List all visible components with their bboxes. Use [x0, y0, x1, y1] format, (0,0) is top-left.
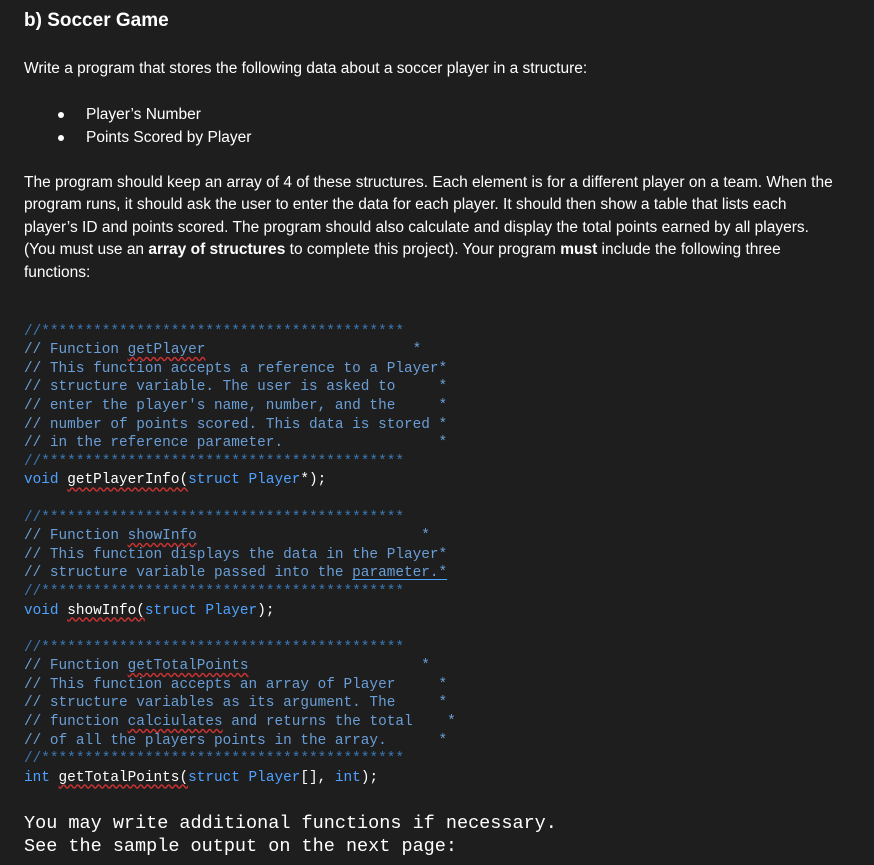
description-bold: must [560, 241, 598, 259]
comment-text: * [196, 528, 430, 545]
comment-text: and returns the total * [222, 713, 456, 730]
comment-line [24, 341, 464, 360]
footer-line: You may write additional functions if necessary. [24, 813, 557, 834]
comment-line: // of all the players points in the array. * [24, 732, 448, 749]
comment-text: getPlayer [127, 342, 206, 359]
comment-text: // Function [24, 528, 128, 545]
function-declaration [24, 602, 464, 621]
comment-line: // This function displays the data in the Player* [24, 546, 448, 563]
function-name: getTotalPoints( [58, 769, 189, 786]
comment-stars: //****************************************** [24, 509, 404, 526]
function-name: showInfo( [67, 602, 145, 619]
keyword: struct Player [188, 769, 301, 786]
comment-text: // structure variable passed into the [24, 565, 353, 582]
bullet-item [56, 126, 251, 149]
keyword: struct Player [188, 472, 301, 489]
comment-line: // This function accepts an array of Player * [24, 676, 448, 693]
punctuation: *); [300, 472, 327, 489]
keyword: void [24, 602, 68, 619]
comment-text: * [205, 342, 422, 359]
description-part: include the following three functions: [24, 241, 781, 281]
comment-text: * [248, 658, 430, 675]
section-heading: b) Soccer Game [24, 10, 169, 31]
comment-text: // Function [24, 342, 128, 359]
comment-line: // in the reference parameter. * [24, 435, 448, 452]
comment-line: // This function accepts a reference to a Player* [24, 360, 448, 377]
function-declaration [24, 471, 464, 490]
bullet-dot-icon [58, 112, 64, 118]
comment-line [24, 564, 464, 583]
comment-text: parameter.* [352, 565, 448, 582]
punctuation: ); [360, 769, 379, 786]
footer-line: See the sample output on the next page: [24, 836, 457, 857]
description-bold: array of structures [148, 241, 286, 259]
bullet-list [56, 103, 251, 149]
comment-stars: //****************************************** [24, 583, 404, 600]
keyword: void [24, 472, 68, 489]
comment-stars: //****************************************** [24, 323, 404, 340]
description-text [24, 172, 844, 284]
keyword: int [24, 769, 59, 786]
comment-line: // number of points scored. This data is stored * [24, 416, 448, 433]
description-part: to complete this project). Your program [285, 241, 561, 259]
comment-line: // structure variable. The user is asked to * [24, 379, 448, 396]
comment-line: // enter the player's name, number, and the * [24, 397, 448, 414]
comment-line [24, 527, 464, 546]
punctuation: [], [300, 769, 335, 786]
code-block-gettotalpoints [24, 620, 464, 806]
comment-line: // structure variables as its argument. The * [24, 695, 448, 712]
comment-stars: //****************************************** [24, 751, 404, 768]
function-name: getPlayerInfo( [67, 472, 189, 489]
code-block-getplayerinfo [24, 304, 464, 509]
comment-text: getTotalPoints [127, 658, 249, 675]
keyword: int [334, 769, 361, 786]
bullet-text: Player’s Number [86, 106, 201, 123]
comment-line [24, 657, 464, 676]
footer-note [24, 812, 557, 858]
code-block-showinfo [24, 490, 464, 639]
bullet-text: Points Scored by Player [86, 129, 252, 146]
function-declaration [24, 769, 464, 788]
intro-text: Write a program that stores the following data about a soccer player in a structure: [24, 60, 588, 77]
comment-text: calciulates [127, 713, 223, 730]
comment-stars: //****************************************** [24, 453, 404, 470]
keyword: struct Player [144, 602, 258, 619]
comment-stars: //****************************************** [24, 639, 404, 656]
comment-text: showInfo [127, 528, 197, 545]
description-part: The program should keep an array of 4 of these structures. Each element is for a different player on a team. When the program runs, it should ask the user to enter the data for each player. It should then show a table that lists each player’s ID and points scored. The program should also calculate and display the total points earned by all players. (You must use an [24, 174, 833, 259]
bullet-dot-icon [58, 135, 64, 141]
comment-text: // Function [24, 658, 128, 675]
bullet-item [56, 103, 251, 126]
comment-text: // function [24, 713, 128, 730]
comment-line [24, 713, 464, 732]
punctuation: ); [257, 602, 275, 619]
